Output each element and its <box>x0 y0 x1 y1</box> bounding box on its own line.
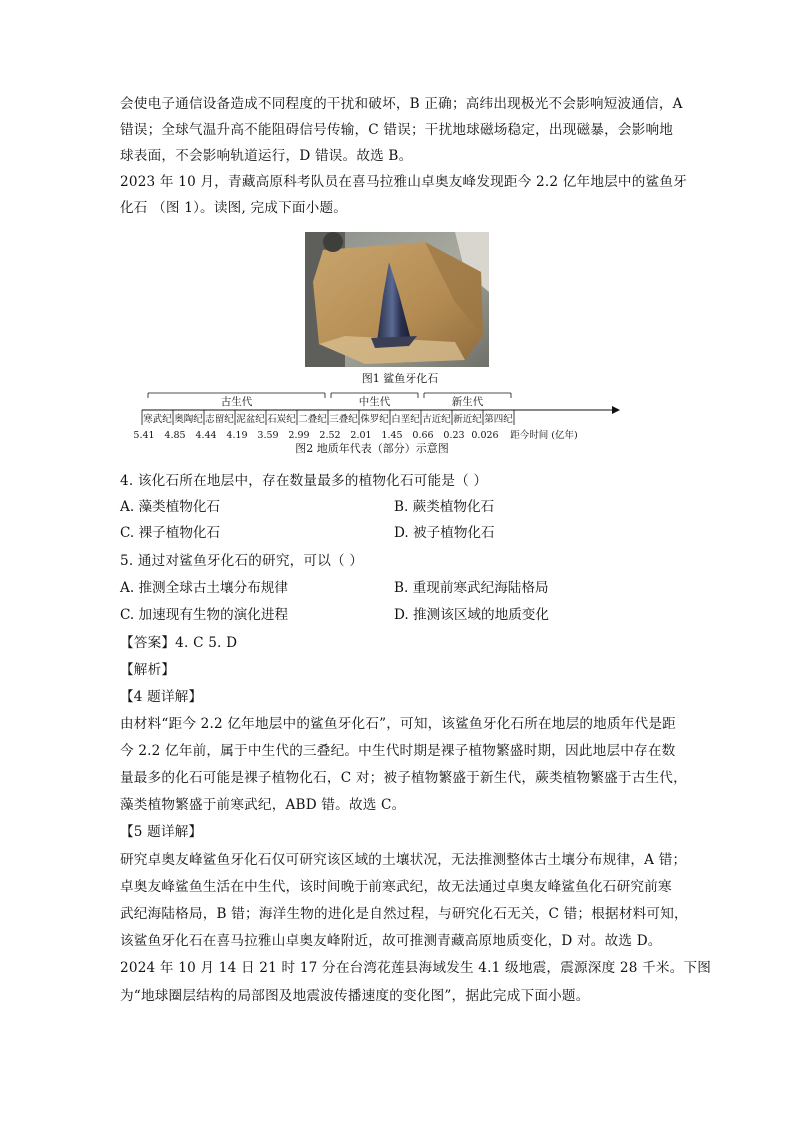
period-label: 古近纪 <box>422 414 451 425</box>
next-intro-line: 为“地球圈层结构的局部图及地震波传播速度的变化图”，据此完成下面小题。 <box>120 988 590 1004</box>
q4-detail-line: 今 2.2 亿年前，属于中生代的三叠纪。中生代时期是裸子植物繁盛时期，因此地层中存在数 <box>120 743 676 759</box>
period-label: 第四纪 <box>484 414 513 425</box>
q5-detail-line: 卓奥友峰鲨鱼生活在中生代，该时间晚于前寒武纪，故无法通过卓奥友峰鲨鱼化石研究前寒 <box>120 879 672 895</box>
q4-detail-heading: 【4 题详解】 <box>120 689 203 705</box>
q5-detail-line: 武纪海陆格局，B 错；海洋生物的进化是自然过程，与研究化石无关，C 错；根据材料可知， <box>120 906 688 922</box>
question-4-stem: 4. 该化石所在地层中，存在数量最多的植物化石可能是（ ） <box>120 473 488 489</box>
age-tick-label: 1.45 <box>381 430 403 441</box>
age-tick-label: 2.99 <box>288 430 310 441</box>
age-tick-label: 0.23 <box>443 430 465 441</box>
intro-line: 会使电子通信设备造成不同程度的干扰和破坏，B 正确；高纬出现极光不会影响短波通信，A <box>120 96 683 112</box>
period-label: 石炭纪 <box>267 414 296 425</box>
period-label: 泥盆纪 <box>236 414 265 425</box>
figure1-caption: 图1 鲨鱼牙化石 <box>361 372 439 385</box>
period-label: 志留纪 <box>205 414 234 425</box>
era-label: 新生代 <box>451 396 484 408</box>
q5-detail-line: 研究卓奥友峰鲨鱼牙化石仅可研究该区域的土壤状况，无法推测整体古土壤分布规律，A 错； <box>120 852 687 868</box>
q4-detail-line: 量最多的化石可能是裸子植物化石，C 对；被子植物繁盛于新生代，蕨类植物繁盛于古生代， <box>120 770 687 786</box>
age-tick-label: 0.026 <box>471 430 499 441</box>
period-label: 白垩纪 <box>391 414 420 425</box>
period-label: 奥陶纪 <box>174 414 203 425</box>
era-label: 中生代 <box>358 396 391 408</box>
age-tick-label: 5.41 <box>133 430 155 441</box>
intro-line: 化石 （图 1）。读图, 完成下面小题。 <box>120 200 348 216</box>
period-label: 侏罗纪 <box>360 414 389 425</box>
q4-option-b: B. 蕨类植物化石 <box>394 499 495 515</box>
age-tick-label: 2.01 <box>350 430 372 441</box>
intro-line: 2023 年 10 月，青藏高原科考队员在喜马拉雅山卓奥友峰发现距今 2.2 亿年地层中的鲨鱼牙 <box>120 174 687 190</box>
q5-detail-line: 该鲨鱼牙化石在喜马拉雅山卓奥友峰附近，故可推测青藏高原地质变化，D 对。故选 D。 <box>120 933 662 949</box>
q5-detail-heading: 【5 题详解】 <box>120 824 203 840</box>
age-tick-label: 4.19 <box>226 430 248 441</box>
q5-option-a: A. 推测全球古土壤分布规律 <box>120 580 288 596</box>
q4-detail-line: 由材料“距今 2.2 亿年地层中的鲨鱼牙化石”，可知，该鲨鱼牙化石所在地层的地质年代是距 <box>120 716 676 732</box>
period-label: 二叠纪 <box>298 414 327 425</box>
q4-option-c: C. 裸子植物化石 <box>120 525 221 541</box>
age-tick-label: 4.44 <box>195 430 217 441</box>
question-5-stem: 5. 通过对鲨鱼牙化石的研究，可以（ ） <box>120 553 364 569</box>
intro-line: 错误；全球气温升高不能阻碍信号传输，C 错误；干扰地球磁场稳定，出现磁暴，会影响地 <box>120 122 674 138</box>
q4-detail-line: 藻类植物繁盛于前寒武纪，ABD 错。故选 C。 <box>120 797 406 813</box>
shark-tooth-fossil-photo <box>305 232 489 367</box>
age-tick-label: 4.85 <box>164 430 186 441</box>
axis-arrow-icon <box>612 406 620 414</box>
period-label: 新近纪 <box>453 414 482 425</box>
analysis-heading: 【解析】 <box>120 662 176 678</box>
q4-option-d: D. 被子植物化石 <box>394 525 495 541</box>
axis-unit-label: 距今时间 (亿年) <box>510 430 578 441</box>
answer-line: 【答案】4. C 5. D <box>120 635 238 651</box>
q5-option-c: C. 加速现有生物的演化进程 <box>120 607 289 623</box>
next-intro-line: 2024 年 10 月 14 日 21 时 17 分在台湾花莲县海域发生 4.1 级地震，震源深度 28 千米。下图 <box>120 960 712 976</box>
age-tick-label: 0.66 <box>412 430 434 441</box>
age-tick-label: 2.52 <box>319 430 341 441</box>
q4-option-a: A. 藻类植物化石 <box>120 499 221 515</box>
era-label: 古生代 <box>220 396 253 408</box>
figure2-caption: 图2 地质年代表（部分）示意图 <box>295 442 449 455</box>
intro-line: 球表面，不会影响轨道运行，D 错误。故选 B。 <box>120 148 413 164</box>
q5-option-b: B. 重现前寒武纪海陆格局 <box>394 580 549 596</box>
period-label: 三叠纪 <box>329 414 358 425</box>
fossil-illustration <box>305 232 489 367</box>
period-label: 寒武纪 <box>143 414 172 425</box>
age-tick-label: 3.59 <box>257 430 279 441</box>
q5-option-d: D. 推测该区域的地质变化 <box>394 607 549 623</box>
